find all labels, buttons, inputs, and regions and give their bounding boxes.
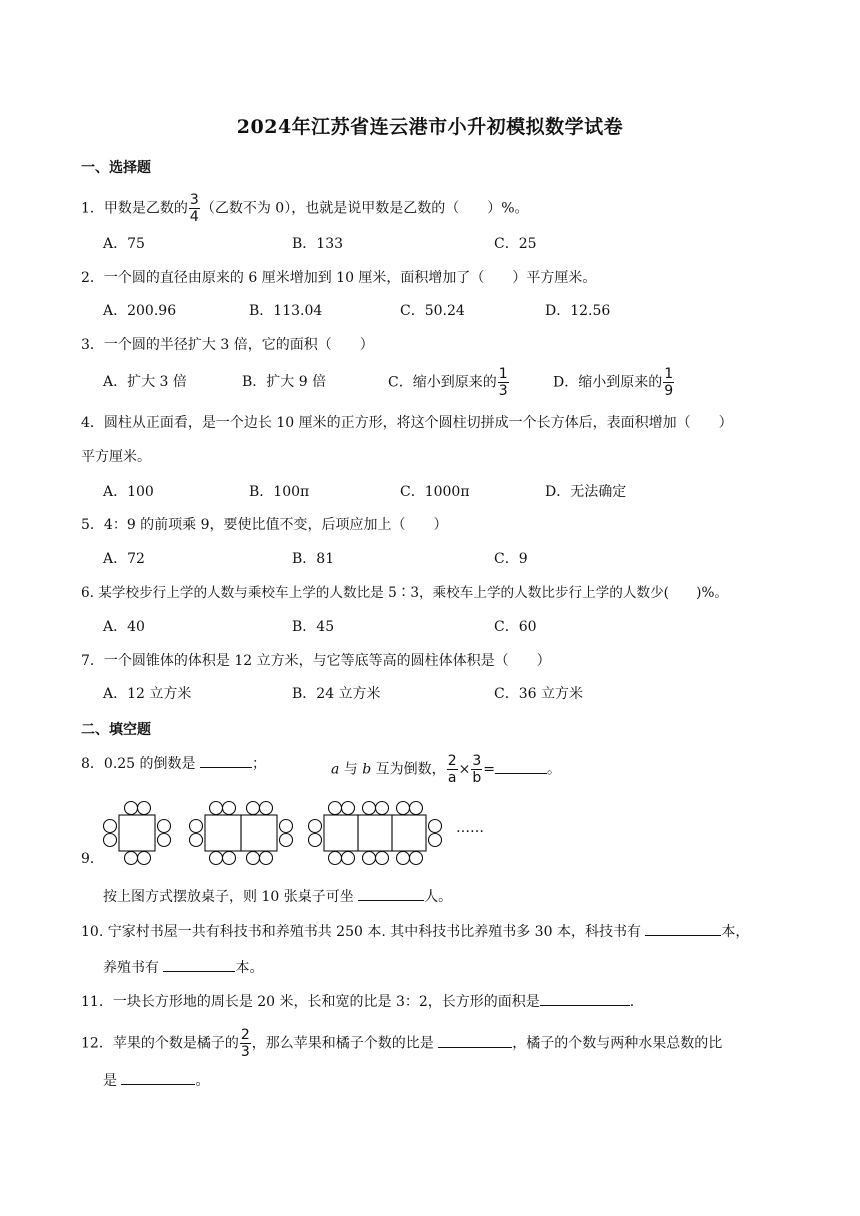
question-1 (81, 192, 529, 225)
question-12-line-2: 是 。 (103, 1070, 209, 1091)
question-8-part-2: a 与 b 互为倒数， $\frac{2}{a}$ × $\frac{3}{b}$ = 。 (331, 753, 561, 786)
q5-option-a[interactable]: A．72 (103, 551, 145, 567)
q7-option-c[interactable]: C．36 立方米 (494, 686, 583, 702)
question-1-pre: 1．甲数是乙数的 (81, 200, 188, 217)
q6-option-a[interactable]: A．40 (103, 619, 145, 635)
fraction-2-3: $\frac{2}{3}$ (240, 1027, 250, 1060)
q2-option-c[interactable]: C．50.24 (400, 303, 465, 319)
question-4-line-1: 4．圆柱从正面看，是一个边长 10 厘米的正方形，将这个圆柱切拼成一个长方体后，表面积增加（ ） (81, 415, 733, 431)
question-3: 3．一个圆的半径扩大 3 倍，它的面积（ ） (81, 337, 374, 353)
q3-option-d[interactable]: D．缩小到原来的 $\frac{1}{9}$ (553, 366, 674, 399)
q6-option-b[interactable]: B．45 (292, 619, 335, 635)
question-9-text: 按上图方式摆放桌子，则 10 张桌子可坐 人。 (103, 886, 452, 907)
question-1-post: （乙数不为 0），也就是说甲数是乙数的（ ）%。 (200, 200, 529, 217)
question-10-line-2: 养殖书有 本。 (103, 957, 263, 978)
one-table-figure (104, 802, 171, 865)
q2-option-d[interactable]: D．12.56 (545, 303, 611, 319)
q1-option-c[interactable]: C．25 (494, 236, 537, 252)
question-7: 7．一个圆锥体的体积是 12 立方米，与它等底等高的圆柱体体积是（ ） (81, 653, 551, 669)
q1-option-b[interactable]: B．133 (292, 236, 344, 252)
q4-option-b[interactable]: B．100π (249, 484, 310, 500)
tables-and-chairs-figure (98, 796, 448, 868)
fraction-2-a: $\frac{2}{a}$ (447, 753, 457, 786)
q3-option-a[interactable]: A．扩大 3 倍 (103, 374, 187, 390)
q2-option-a[interactable]: A．200.96 (103, 303, 177, 319)
q3-option-c[interactable]: C．缩小到原来的 $\frac{1}{3}$ (388, 366, 508, 399)
answer-blank[interactable] (358, 886, 424, 901)
answer-blank[interactable] (645, 921, 721, 936)
three-tables-figure (309, 802, 442, 865)
q2-option-b[interactable]: B．113.04 (249, 303, 323, 319)
fraction-3-4: $\frac{3}{4}$ (189, 192, 199, 225)
question-6: 6. 某学校步行上学的人数与乘校车上学的人数比是 5∶3，乘校车上学的人数比步行上学的人数少( )%。 (81, 585, 728, 601)
q5-option-c[interactable]: C．9 (494, 551, 528, 567)
question-8-part-1: 8．0.25 的倒数是 ； (81, 753, 266, 774)
section-heading-choice: 一、选择题 (81, 160, 151, 176)
answer-blank[interactable] (438, 1033, 512, 1048)
q4-option-a[interactable]: A．100 (103, 484, 154, 500)
section-heading-fill: 二、填空题 (81, 722, 151, 738)
q4-option-c[interactable]: C．1000π (400, 484, 470, 500)
q1-option-a[interactable]: A．75 (103, 236, 145, 252)
fraction-1-9: $\frac{1}{9}$ (664, 366, 674, 399)
question-9-number: 9． (81, 851, 104, 867)
q6-option-c[interactable]: C．60 (494, 619, 537, 635)
answer-blank[interactable] (200, 753, 252, 768)
fraction-1-3: $\frac{1}{3}$ (498, 366, 508, 399)
question-5: 5．4：9 的前项乘 9，要使比值不变，后项应加上（ ） (81, 517, 448, 533)
question-4-line-2: 平方厘米。 (81, 449, 151, 465)
question-10-line-1: 10. 宁家村书屋一共有科技书和养殖书共 250 本. 其中科技书比养殖书多 30 本，科技书有 本， (81, 921, 749, 942)
q7-option-a[interactable]: A．12 立方米 (103, 686, 192, 702)
ellipsis: …… (456, 820, 484, 836)
q3-option-b[interactable]: B．扩大 9 倍 (242, 374, 327, 390)
answer-blank[interactable] (163, 957, 235, 972)
question-12-line-1: 12．苹果的个数是橘子的 $\frac{2}{3}$ ，那么苹果和橘子个数的比是 ，橘子的个数与两种水果总数的比 (81, 1027, 723, 1060)
answer-blank[interactable] (121, 1070, 195, 1085)
q7-option-b[interactable]: B．24 立方米 (292, 686, 381, 702)
question-2: 2．一个圆的直径由原来的 6 厘米增加到 10 厘米，面积增加了（ ）平方厘米。 (81, 270, 597, 286)
answer-blank[interactable] (540, 991, 630, 1006)
question-11: 11．一块长方形地的周长是 20 米，长和宽的比是 3：2，长方形的面积是 . (81, 991, 634, 1012)
two-tables-figure (190, 802, 293, 865)
page-title: 2024年江苏省连云港市小升初模拟数学试卷 (236, 116, 624, 138)
fraction-3-b: $\frac{3}{b}$ (472, 753, 482, 786)
answer-blank[interactable] (495, 759, 547, 774)
q4-option-d[interactable]: D．无法确定 (545, 484, 627, 500)
q5-option-b[interactable]: B．81 (292, 551, 335, 567)
